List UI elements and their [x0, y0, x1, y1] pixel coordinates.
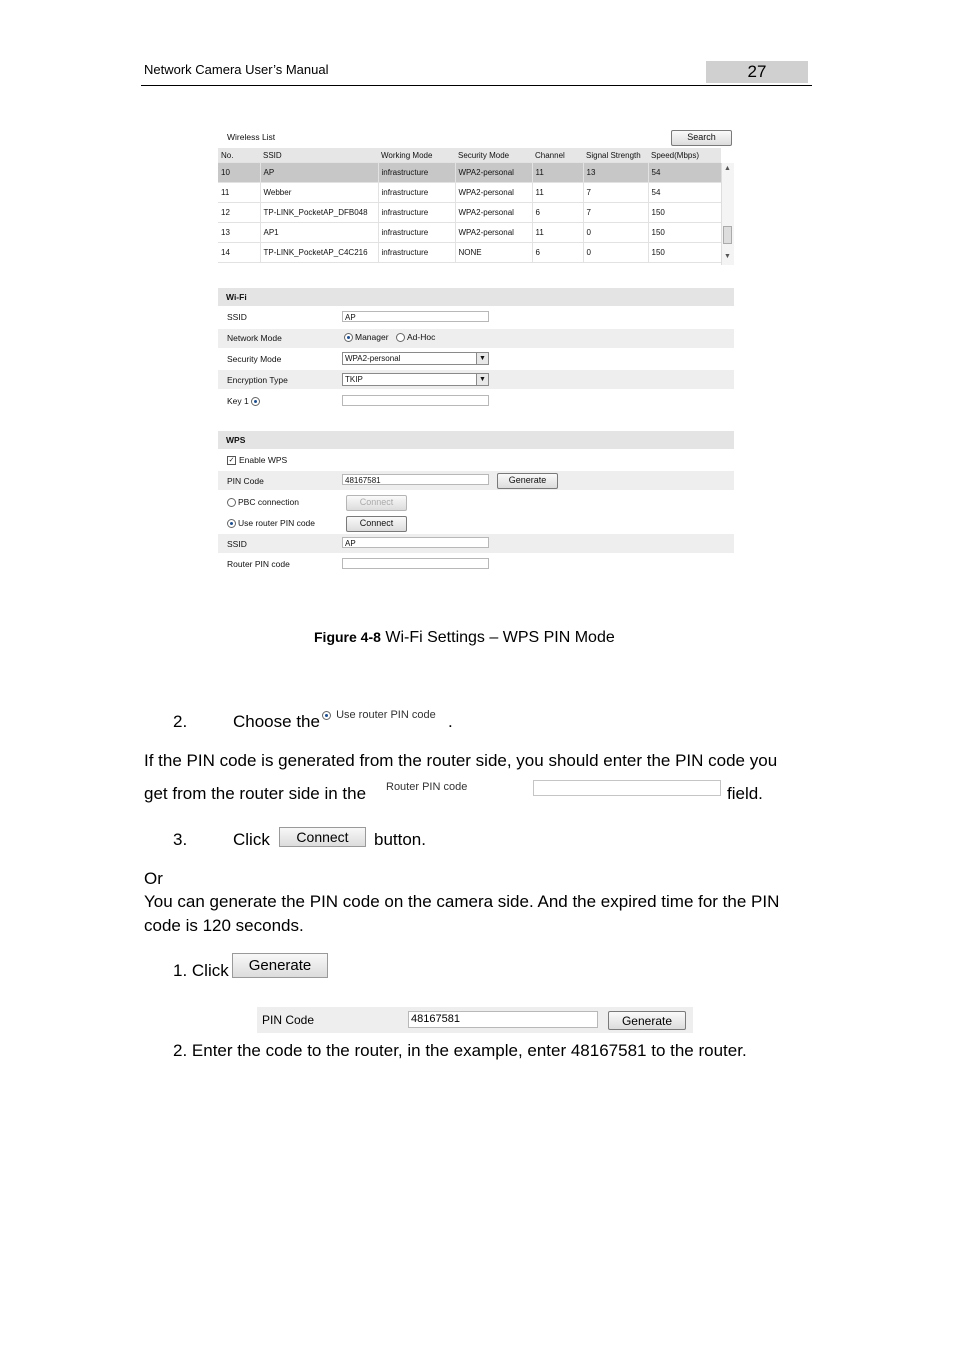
cell: Webber	[260, 183, 378, 203]
wifi-settings-screenshot	[218, 126, 734, 576]
use-router-pin-radio[interactable]	[227, 518, 315, 528]
cell: 10	[218, 163, 260, 183]
cell: 54	[648, 163, 721, 183]
router-pin-connect-button[interactable]: Connect	[346, 516, 407, 532]
cell: 14	[218, 243, 260, 263]
cell: 11	[532, 223, 583, 243]
mode-adhoc-radio[interactable]	[396, 332, 435, 342]
cell: infrastructure	[378, 163, 455, 183]
cell: WPA2-personal	[455, 163, 532, 183]
cell: AP	[260, 163, 378, 183]
cell: 6	[532, 243, 583, 263]
enable-wps-checkbox[interactable]	[227, 455, 287, 465]
cell: NONE	[455, 243, 532, 263]
cell: 13	[218, 223, 260, 243]
cell: 12	[218, 203, 260, 223]
generate-inline-button: Generate	[232, 953, 328, 978]
pin-code-example	[257, 1007, 693, 1033]
step-number: 2.	[173, 712, 188, 731]
router-pin-inline-label: Router PIN code	[386, 781, 468, 793]
cell: 7	[583, 203, 648, 223]
router-pin-inline-field	[533, 780, 721, 796]
use-router-pin-label: Use router PIN code	[238, 518, 316, 528]
router-pin-code-input[interactable]	[342, 558, 489, 569]
figure-title: Wi-Fi Settings – WPS PIN Mode	[380, 629, 615, 646]
pbc-connection-radio[interactable]	[227, 497, 299, 507]
cell: infrastructure	[378, 243, 455, 263]
manual-title: Network Camera User’s Manual	[144, 62, 329, 77]
cell: 11	[218, 183, 260, 203]
paragraph-line: field.	[727, 784, 763, 803]
col-security-mode: Security Mode	[455, 148, 532, 163]
router-pin-code-label: Router PIN code	[227, 559, 290, 569]
ssid-label: SSID	[227, 312, 247, 322]
checkbox-checked-icon: ✓	[228, 457, 235, 465]
header-rule	[141, 85, 812, 86]
cell: TP-LINK_PocketAP_C4C216	[260, 243, 378, 263]
figure-caption	[314, 625, 615, 650]
pin-code-example-generate: Generate	[608, 1011, 686, 1030]
scroll-down-icon[interactable]: ▼	[724, 253, 731, 260]
use-router-pin-inline	[322, 709, 436, 721]
step-text: Click	[233, 830, 270, 849]
col-working-mode: Working Mode	[378, 148, 455, 163]
cell: WPA2-personal	[455, 203, 532, 223]
radio-selected-icon[interactable]	[251, 397, 260, 406]
page-number: 27	[706, 61, 808, 83]
key1-label	[227, 396, 262, 406]
radio-icon	[396, 333, 405, 342]
pbc-connection-label: PBC connection	[238, 497, 299, 507]
encryption-type-value: TKIP	[345, 375, 363, 384]
cell: 7	[583, 183, 648, 203]
cell: WPA2-personal	[455, 223, 532, 243]
col-channel: Channel	[532, 148, 583, 163]
wps-section-title: WPS	[218, 431, 734, 449]
scroll-up-icon[interactable]: ▲	[724, 165, 731, 172]
table-row[interactable]	[218, 183, 721, 203]
pin-code-example-label: PIN Code	[262, 1013, 315, 1027]
cell: 13	[583, 163, 648, 183]
wifi-section-title: Wi-Fi	[218, 288, 734, 306]
radio-selected-icon	[322, 711, 331, 720]
cell: infrastructure	[378, 223, 455, 243]
mode-manager-radio[interactable]	[344, 332, 389, 342]
chevron-down-icon[interactable]: ▼	[476, 353, 488, 364]
table-row[interactable]	[218, 223, 721, 243]
generate-button[interactable]: Generate	[497, 473, 558, 489]
table-row[interactable]	[218, 243, 721, 263]
search-button[interactable]: Search	[671, 130, 732, 146]
cell: WPA2-personal	[455, 183, 532, 203]
radio-selected-icon	[344, 333, 353, 342]
row-band	[218, 329, 734, 348]
radio-icon	[227, 498, 236, 507]
encryption-type-select[interactable]	[342, 373, 489, 386]
step-text: button.	[374, 830, 426, 849]
security-mode-label: Security Mode	[227, 354, 282, 364]
ssid-input[interactable]: AP	[342, 311, 489, 322]
wps-ssid-input[interactable]: AP	[342, 537, 489, 548]
step-text: 2. Enter the code to the router, in the example, enter 48167581 to the router.	[173, 1041, 747, 1060]
wps-ssid-label: SSID	[227, 539, 247, 549]
cell: infrastructure	[378, 203, 455, 223]
security-mode-select[interactable]	[342, 352, 489, 365]
connect-inline-button: Connect	[279, 827, 366, 847]
or-text: Or	[144, 869, 163, 888]
mode-adhoc-label: Ad-Hoc	[407, 332, 436, 342]
table-header-row	[218, 148, 721, 163]
cell: 0	[583, 243, 648, 263]
step-number: 3.	[173, 830, 188, 849]
key1-input[interactable]	[342, 395, 489, 406]
list-scrollbar[interactable]	[721, 163, 734, 265]
step-text: Choose the	[233, 712, 320, 731]
wireless-list-title: Wireless List	[227, 132, 276, 142]
col-speed: Speed(Mbps)	[648, 148, 721, 163]
cell: 0	[583, 223, 648, 243]
paragraph-line: You can generate the PIN code on the camera side. And the expired time for the PIN	[144, 892, 780, 911]
security-mode-value: WPA2-personal	[345, 354, 401, 363]
cell: 54	[648, 183, 721, 203]
col-no: No.	[218, 148, 260, 163]
col-signal-strength: Signal Strength	[583, 148, 648, 163]
cell: TP-LINK_PocketAP_DFB048	[260, 203, 378, 223]
paragraph-line: get from the router side in the	[144, 784, 367, 803]
cell: 11	[532, 163, 583, 183]
step-end: .	[448, 712, 453, 731]
pbc-connect-button[interactable]: Connect	[346, 495, 407, 511]
use-router-pin-inline-label: Use router PIN code	[336, 709, 436, 721]
cell: 6	[532, 203, 583, 223]
encryption-type-label: Encryption Type	[227, 375, 288, 385]
radio-selected-icon	[227, 519, 236, 528]
pin-code-label: PIN Code	[227, 476, 264, 486]
key1-text: Key 1	[227, 396, 249, 406]
table-row[interactable]	[218, 203, 721, 223]
step-text: 1. Click	[173, 961, 229, 980]
cell: 150	[648, 223, 721, 243]
cell: 150	[648, 243, 721, 263]
cell: 150	[648, 203, 721, 223]
network-mode-label: Network Mode	[227, 333, 282, 343]
paragraph-line: If the PIN code is generated from the router side, you should enter the PIN code you	[144, 751, 778, 770]
mode-manager-label: Manager	[355, 332, 389, 342]
col-ssid: SSID	[260, 148, 378, 163]
cell: AP1	[260, 223, 378, 243]
enable-wps-label: Enable WPS	[239, 455, 288, 465]
table-row[interactable]	[218, 163, 721, 183]
figure-number: Figure 4-8	[314, 629, 381, 645]
chevron-down-icon[interactable]: ▼	[476, 374, 488, 385]
scroll-thumb[interactable]	[723, 226, 732, 244]
pin-code-example-field: 48167581	[408, 1011, 598, 1028]
paragraph-line: code is 120 seconds.	[144, 916, 304, 935]
wireless-list-table	[218, 148, 721, 263]
pin-code-input[interactable]: 48167581	[342, 474, 489, 485]
cell: infrastructure	[378, 183, 455, 203]
cell: 11	[532, 183, 583, 203]
